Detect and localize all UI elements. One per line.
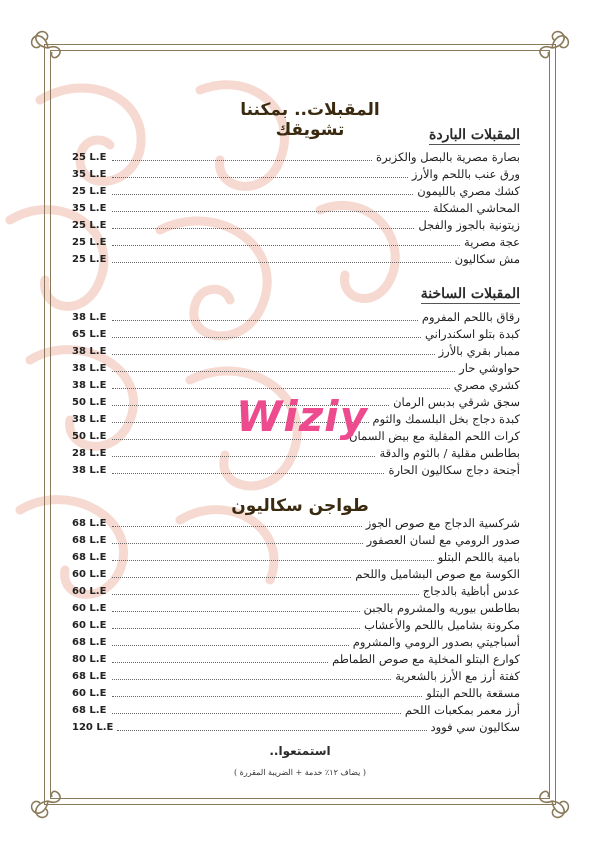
menu-item-price: 60 L.E bbox=[72, 586, 107, 597]
menu-item-price: 25 L.E bbox=[72, 186, 107, 197]
menu-item-row bbox=[72, 233, 520, 250]
menu-item-row bbox=[72, 650, 520, 667]
dotted-leader bbox=[112, 593, 419, 595]
menu-item-row bbox=[72, 582, 520, 599]
hot-section-title: المقبلات الساخنة bbox=[420, 286, 520, 302]
menu-item-price: 38 L.E bbox=[72, 312, 107, 323]
menu-item-price: 35 L.E bbox=[72, 203, 107, 214]
menu-item-name: رقاق باللحم المفروم bbox=[421, 310, 520, 324]
menu-item-row bbox=[72, 514, 520, 531]
dotted-leader bbox=[112, 336, 421, 338]
footer-enjoy-text: استمتعوا.. bbox=[269, 744, 331, 758]
dotted-leader bbox=[112, 559, 434, 561]
menu-item-row bbox=[72, 531, 520, 548]
menu-item-row bbox=[72, 325, 520, 342]
menu-item-price: 60 L.E bbox=[72, 603, 107, 614]
dotted-leader bbox=[112, 525, 362, 527]
menu-item-price: 38 L.E bbox=[72, 363, 107, 374]
menu-item-price: 120 L.E bbox=[72, 722, 114, 733]
dotted-leader bbox=[112, 627, 360, 629]
corner-ornament-icon bbox=[522, 771, 572, 821]
dotted-leader bbox=[112, 319, 418, 321]
menu-item-row bbox=[72, 548, 520, 565]
menu-item-name: كبدة دجاج بخل البلسمك والثوم bbox=[372, 412, 520, 426]
corner-ornament-icon bbox=[522, 28, 572, 78]
menu-item-name: كشري مصري bbox=[453, 378, 520, 392]
menu-item-price: 68 L.E bbox=[72, 637, 107, 648]
menu-item-price: 50 L.E bbox=[72, 431, 107, 442]
menu-item-name: كفتة أرز مع الأرز بالشعرية bbox=[395, 669, 520, 683]
menu-item-name: صدور الرومي مع لسان العصفور bbox=[366, 533, 520, 547]
menu-item-price: 38 L.E bbox=[72, 380, 107, 391]
menu-item-row bbox=[72, 599, 520, 616]
menu-item-row bbox=[72, 359, 520, 376]
menu-item-price: 68 L.E bbox=[72, 705, 107, 716]
menu-item-name: بامية باللحم البتلو bbox=[437, 550, 520, 564]
menu-item-row bbox=[72, 684, 520, 701]
dotted-leader bbox=[112, 193, 413, 195]
menu-item-row bbox=[72, 701, 520, 718]
dotted-leader bbox=[112, 261, 451, 263]
dotted-leader bbox=[112, 244, 460, 246]
menu-item-name: زيتونية بالجوز والفجل bbox=[418, 218, 520, 232]
menu-item-price: 28 L.E bbox=[72, 448, 107, 459]
menu-item-price: 25 L.E bbox=[72, 237, 107, 248]
menu-item-name: المحاشي المشكلة bbox=[432, 201, 520, 215]
dotted-leader bbox=[112, 644, 349, 646]
dotted-leader bbox=[112, 661, 328, 663]
menu-item-price: 68 L.E bbox=[72, 671, 107, 682]
menu-item-row bbox=[72, 342, 520, 359]
menu-item-row bbox=[72, 633, 520, 650]
menu-item-name: كرات اللحم المقلية مع بيض السمان bbox=[349, 429, 520, 443]
menu-item-row bbox=[72, 565, 520, 582]
menu-item-row bbox=[72, 376, 520, 393]
menu-item-name: أرز معمر بمكعبات اللحم bbox=[404, 703, 520, 717]
menu-item-price: 68 L.E bbox=[72, 535, 107, 546]
menu-item-row bbox=[72, 199, 520, 216]
menu-item-price: 25 L.E bbox=[72, 152, 107, 163]
service-charge-note: ( يضاف ١٢٪ خدمة + الضريبة المقررة ) bbox=[234, 768, 366, 777]
menu-item-name: ورق عنب باللحم والأرز bbox=[411, 167, 520, 181]
menu-item-name: شركسية الدجاج مع صوص الجوز bbox=[365, 516, 520, 530]
menu-item-price: 35 L.E bbox=[72, 169, 107, 180]
menu-item-price: 38 L.E bbox=[72, 414, 107, 425]
menu-item-row bbox=[72, 308, 520, 325]
dotted-leader bbox=[112, 387, 450, 389]
menu-item-price: 38 L.E bbox=[72, 465, 107, 476]
menu-item-price: 68 L.E bbox=[72, 552, 107, 563]
dotted-leader bbox=[112, 159, 372, 161]
menu-item-row bbox=[72, 616, 520, 633]
menu-item-row bbox=[72, 165, 520, 182]
page-title: المقبلات.. بمكننا تشويقك bbox=[240, 100, 380, 140]
menu-item-price: 80 L.E bbox=[72, 654, 107, 665]
menu-item-price: 68 L.E bbox=[72, 518, 107, 529]
menu-item-name: سكاليون سي فوود bbox=[430, 720, 520, 734]
menu-item-row bbox=[72, 148, 520, 165]
menu-item-row bbox=[72, 216, 520, 233]
watermark-logo: Wiziy bbox=[236, 392, 368, 441]
menu-item-name: كوارع البتلو المخلية مع صوص الطماطم bbox=[332, 652, 520, 666]
dotted-leader bbox=[112, 472, 384, 474]
cold-items-list bbox=[72, 148, 520, 267]
menu-item-name: أجنحة دجاج سكاليون الحارة bbox=[388, 463, 520, 477]
menu-item-name: الكوسة مع صوص البشاميل واللحم bbox=[355, 567, 520, 581]
menu-item-name: مكرونة بشاميل باللحم والأعشاب bbox=[364, 618, 520, 632]
menu-item-row bbox=[72, 182, 520, 199]
dotted-leader bbox=[117, 729, 426, 731]
menu-item-name: عدس أباظية بالدجاج bbox=[422, 584, 520, 598]
dotted-leader bbox=[112, 695, 422, 697]
dotted-leader bbox=[112, 353, 435, 355]
cold-section-title: المقبلات الباردة bbox=[429, 127, 520, 143]
menu-item-row bbox=[72, 667, 520, 684]
menu-item-row bbox=[72, 444, 520, 461]
menu-item-name: ممبار بقري بالأرز bbox=[438, 344, 520, 358]
menu-item-name: عجة مصرية bbox=[464, 235, 520, 249]
dotted-leader bbox=[112, 610, 360, 612]
menu-item-price: 25 L.E bbox=[72, 254, 107, 265]
menu-item-price: 38 L.E bbox=[72, 346, 107, 357]
menu-item-row bbox=[72, 718, 520, 735]
dotted-leader bbox=[112, 576, 351, 578]
corner-ornament-icon bbox=[28, 771, 78, 821]
menu-item-price: 50 L.E bbox=[72, 397, 107, 408]
menu-item-name: مش سكاليون bbox=[454, 252, 520, 266]
menu-item-price: 60 L.E bbox=[72, 620, 107, 631]
menu-item-name: مسقعة باللحم البتلو bbox=[426, 686, 520, 700]
menu-item-name: أسباجيتي بصدور الرومي والمشروم bbox=[352, 635, 520, 649]
menu-item-name: بطاطس بيوريه والمشروم بالجبن bbox=[363, 601, 520, 615]
dotted-leader bbox=[112, 678, 391, 680]
menu-item-name: كشك مصري بالليمون bbox=[417, 184, 520, 198]
menu-item-name: حواوشي حار bbox=[459, 361, 520, 375]
menu-item-name: كبدة بتلو اسكندراني bbox=[425, 327, 520, 341]
menu-item-name: بطاطس مقلية / بالثوم والدقة bbox=[379, 446, 520, 460]
menu-item-name: سجق شرقي بدبس الرمان bbox=[393, 395, 520, 409]
corner-ornament-icon bbox=[28, 28, 78, 78]
tagine-items-list bbox=[72, 514, 520, 735]
menu-item-row bbox=[72, 461, 520, 478]
dotted-leader bbox=[112, 227, 414, 229]
dotted-leader bbox=[112, 455, 375, 457]
menu-item-price: 25 L.E bbox=[72, 220, 107, 231]
menu-item-price: 60 L.E bbox=[72, 569, 107, 580]
menu-item-row bbox=[72, 250, 520, 267]
menu-item-price: 65 L.E bbox=[72, 329, 107, 340]
dotted-leader bbox=[112, 210, 429, 212]
dotted-leader bbox=[112, 176, 408, 178]
dotted-leader bbox=[112, 542, 363, 544]
menu-item-name: بصارة مصرية بالبصل والكزبرة bbox=[376, 150, 520, 164]
menu-item-price: 60 L.E bbox=[72, 688, 107, 699]
dotted-leader bbox=[112, 712, 401, 714]
dotted-leader bbox=[112, 370, 455, 372]
tagine-section-title: طواجن سكاليون bbox=[231, 496, 369, 516]
